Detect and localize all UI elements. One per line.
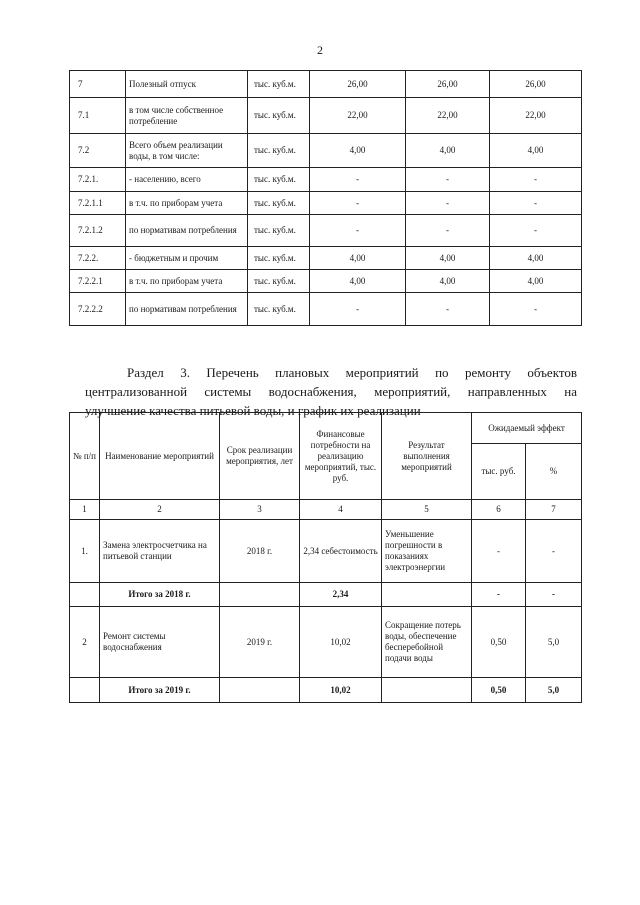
row-value-2: - — [406, 168, 490, 192]
header-num: № п/п — [70, 413, 100, 500]
row-value-2: - — [406, 192, 490, 215]
row-unit: тыс. куб.м. — [248, 215, 310, 247]
row-value-3: - — [490, 192, 582, 215]
row-value-1: - — [310, 192, 406, 215]
total-effect-rub: 0,50 — [472, 678, 526, 703]
total-effect-pct: 5,0 — [526, 678, 582, 703]
row-number: 2 — [70, 607, 100, 678]
row-value-1: - — [310, 168, 406, 192]
row-value-1: - — [310, 215, 406, 247]
row-name: Полезный отпуск — [126, 71, 248, 98]
row-value-3: - — [490, 215, 582, 247]
total-effect-rub: - — [472, 583, 526, 607]
total-num-empty — [70, 583, 100, 607]
row-name: Замена электросчетчика на питьевой станции — [100, 520, 220, 583]
header-finance: Финансовые потребности на реализацию мероприятий, тыс. руб. — [300, 413, 382, 500]
row-number: 7.2.1. — [70, 168, 126, 192]
row-unit: тыс. куб.м. — [248, 293, 310, 326]
index-cell: 3 — [220, 500, 300, 520]
row-number: 7.2.1.1 — [70, 192, 126, 215]
row-value-2: 4,00 — [406, 270, 490, 293]
index-cell: 2 — [100, 500, 220, 520]
row-value-1: 22,00 — [310, 98, 406, 134]
table-row — [70, 293, 582, 326]
row-number: 7.1 — [70, 98, 126, 134]
row-value-3: 26,00 — [490, 71, 582, 98]
row-value-2: 26,00 — [406, 71, 490, 98]
header-effect-rub: тыс. руб. — [472, 444, 526, 500]
row-value-1: - — [310, 293, 406, 326]
row-unit: тыс. куб.м. — [248, 270, 310, 293]
row-unit: тыс. куб.м. — [248, 98, 310, 134]
table-row — [70, 134, 582, 168]
total-result-empty — [382, 583, 472, 607]
total-row — [70, 678, 582, 703]
row-effect-rub: - — [472, 520, 526, 583]
row-name: в том числе собственное потребление — [126, 98, 248, 134]
index-cell: 4 — [300, 500, 382, 520]
total-num-empty — [70, 678, 100, 703]
row-value-3: - — [490, 168, 582, 192]
measures-table — [69, 412, 582, 703]
water-balance-table — [69, 70, 582, 326]
row-effect-pct: - — [526, 520, 582, 583]
row-term: 2019 г. — [220, 607, 300, 678]
row-number: 7.2.2.1 — [70, 270, 126, 293]
header-result: Результат выполнения мероприятий — [382, 413, 472, 500]
row-name: Ремонт системы водоснабжения — [100, 607, 220, 678]
row-value-2: - — [406, 215, 490, 247]
row-value-3: 4,00 — [490, 270, 582, 293]
total-finance: 10,02 — [300, 678, 382, 703]
index-cell: 1 — [70, 500, 100, 520]
row-value-3: 4,00 — [490, 134, 582, 168]
row-unit: тыс. куб.м. — [248, 71, 310, 98]
row-value-1: 4,00 — [310, 270, 406, 293]
row-name: Всего объем реализации воды, в том числе: — [126, 134, 248, 168]
index-cell: 5 — [382, 500, 472, 520]
total-label: Итого за 2018 г. — [100, 583, 220, 607]
row-value-2: - — [406, 293, 490, 326]
table-row — [70, 247, 582, 270]
row-number: 7.2.2. — [70, 247, 126, 270]
row-value-2: 22,00 — [406, 98, 490, 134]
row-number: 1. — [70, 520, 100, 583]
row-name: в т.ч. по приборам учета — [126, 270, 248, 293]
header-effect: Ожидаемый эффект — [472, 413, 582, 444]
row-name: в т.ч. по приборам учета — [126, 192, 248, 215]
header-row — [70, 413, 582, 444]
total-term-empty — [220, 678, 300, 703]
table-row — [70, 607, 582, 678]
row-value-2: 4,00 — [406, 134, 490, 168]
row-unit: тыс. куб.м. — [248, 134, 310, 168]
table-row — [70, 98, 582, 134]
total-row — [70, 583, 582, 607]
section-heading-line: Раздел 3. Перечень плановых мероприятий по ремонту объектов — [127, 365, 577, 380]
row-value-1: 4,00 — [310, 247, 406, 270]
row-number: 7.2.1.2 — [70, 215, 126, 247]
row-result: Сокращение потерь воды, обеспечение бесперебойной подачи воды — [382, 607, 472, 678]
total-finance: 2,34 — [300, 583, 382, 607]
row-effect-rub: 0,50 — [472, 607, 526, 678]
row-finance: 2,34 себестоимость — [300, 520, 382, 583]
index-cell: 7 — [526, 500, 582, 520]
row-name: - бюджетным и прочим — [126, 247, 248, 270]
row-value-3: - — [490, 293, 582, 326]
row-unit: тыс. куб.м. — [248, 247, 310, 270]
total-label: Итого за 2019 г. — [100, 678, 220, 703]
row-name: по нормативам потребления — [126, 293, 248, 326]
row-value-3: 22,00 — [490, 98, 582, 134]
row-number: 7.2.2.2 — [70, 293, 126, 326]
table-row — [70, 192, 582, 215]
row-name: по нормативам потребления — [126, 215, 248, 247]
row-value-2: 4,00 — [406, 247, 490, 270]
row-number: 7.2 — [70, 134, 126, 168]
table-row — [70, 215, 582, 247]
row-unit: тыс. куб.м. — [248, 192, 310, 215]
row-unit: тыс. куб.м. — [248, 168, 310, 192]
page-number: 2 — [317, 43, 323, 57]
row-finance: 10,02 — [300, 607, 382, 678]
total-term-empty — [220, 583, 300, 607]
row-value-3: 4,00 — [490, 247, 582, 270]
table-row — [70, 71, 582, 98]
row-result: Уменьшение погрешности в показаниях электроэнергии — [382, 520, 472, 583]
header-term: Срок реализации мероприятия, лет — [220, 413, 300, 500]
total-effect-pct: - — [526, 583, 582, 607]
row-term: 2018 г. — [220, 520, 300, 583]
table-row — [70, 270, 582, 293]
section-heading-line: централизованной системы водоснабжения, мероприятий, направленных на — [85, 384, 577, 399]
row-value-1: 26,00 — [310, 71, 406, 98]
row-value-1: 4,00 — [310, 134, 406, 168]
index-cell: 6 — [472, 500, 526, 520]
row-number: 7 — [70, 71, 126, 98]
index-row — [70, 500, 582, 520]
table-row — [70, 168, 582, 192]
section-heading-line: улучшение качества питьевой воды, и график их реализации — [85, 403, 421, 418]
table-row — [70, 520, 582, 583]
header-effect-pct: % — [526, 444, 582, 500]
header-name: Наименование мероприятий — [100, 413, 220, 500]
row-name: - населению, всего — [126, 168, 248, 192]
total-result-empty — [382, 678, 472, 703]
row-effect-pct: 5,0 — [526, 607, 582, 678]
